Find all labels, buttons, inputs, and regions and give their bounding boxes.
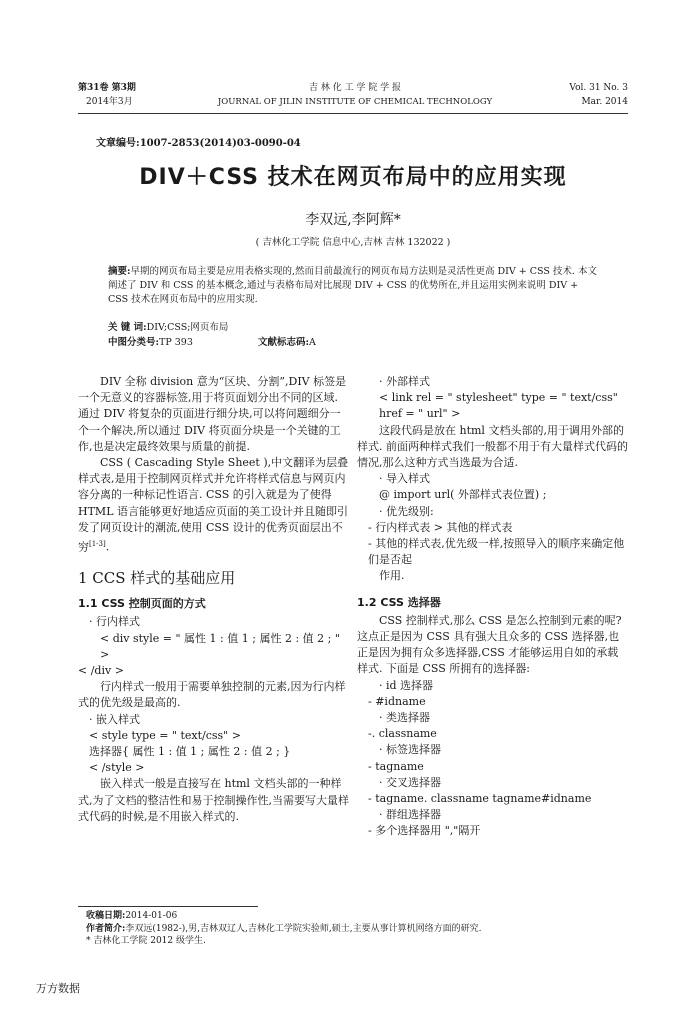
abstract <box>108 265 598 307</box>
selector-value: - tagname. classname tagname#idname <box>368 792 592 806</box>
bullet-priority: · 优先级别: <box>379 504 434 518</box>
abstract-label: 摘要: <box>108 266 131 277</box>
paragraph: DIV 全称 division 意为“区块、分割”,DIV 标签是一个无意义的容器标签,用于将页面划分出不同的区域. 通过 DIV 将复杂的页面进行细分块,可以将问题细分一个一个解决,所以通过 DIV 将页面分块是一个关键的工作,也是决定最终效果与质量的前提. <box>78 375 347 453</box>
paragraph: 行内样式一般用于需要单独控制的元素,因为行内样式的优先级是最高的. <box>78 680 346 710</box>
author-bio: 作者简介:李双远(1982-),男,吉林双辽人,吉林化工学院实验师,硕士,主要从事计算机网络方面的研究. <box>86 923 482 934</box>
left-column <box>78 374 350 825</box>
list-item: - 其他的样式表,优先级一样,按照导入的顺序来确定他们是否起 <box>368 537 625 567</box>
code-line: < link rel = " stylesheet" type = " text/css" href = " url" > <box>379 391 618 421</box>
doc-code-value: A <box>309 337 316 348</box>
clc-value: TP 393 <box>159 337 193 348</box>
code-line: < /div > <box>78 663 124 677</box>
date-cn: 2014年3月 <box>86 97 133 107</box>
code-line: < div style = " 属性 1 : 值 1 ; 属性 2 : 值 2 ; " > <box>100 631 340 661</box>
citation: [1-3] <box>89 540 106 549</box>
article-number: 文章编号:1007-2853(2014)03-0090-04 <box>96 138 301 149</box>
bullet-external-style: · 外部样式 <box>379 375 430 388</box>
code-line: < style type = " text/css" > <box>89 728 241 742</box>
section-heading-1-2: 1.2 CSS 选择器 <box>357 595 441 609</box>
volume-issue-en: Vol. 31 No. 3 <box>569 83 628 93</box>
keywords-label: 关 键 词: <box>108 322 147 333</box>
code-line: 选择器{ 属性 1 : 值 1 ; 属性 2 : 值 2 ; } <box>89 744 291 758</box>
document-code <box>258 336 316 350</box>
volume-issue-cn: 第31卷 第3期 <box>78 83 136 93</box>
list-item: 作用. <box>379 569 405 583</box>
student-note: * 吉林化工学院 2012 级学生. <box>86 936 206 946</box>
keywords <box>108 321 228 335</box>
watermark: 万方数据 <box>36 982 80 995</box>
bullet-inline-style: · 行内样式 <box>89 615 140 629</box>
selector-item: · id 选择器 <box>379 678 434 692</box>
selector-value: - 多个选择器用 ","隔开 <box>368 824 481 838</box>
bullet-import-style: · 导入样式 <box>379 472 430 486</box>
right-column <box>357 374 629 840</box>
selector-item: · 群组选择器 <box>379 808 441 822</box>
paragraph: 嵌入样式一般是直接写在 html 文档头部的一种样式,为了文档的整洁性和易于控制操作性,当需要写大量样式代码的时候,是不用嵌入样式的. <box>78 777 349 823</box>
selector-item: · 类选择器 <box>379 711 430 725</box>
footnotes <box>86 910 626 948</box>
clc-number <box>108 336 193 350</box>
selector-item: · 交叉选择器 <box>379 775 441 789</box>
journal-name-cn: 吉 林 化 工 学 院 学 报 <box>308 83 402 93</box>
paragraph: CSS ( Cascading Style Sheet ),中文翻译为层叠样式表,是用于控制网页样式并允许将样式信息与网页内容分离的一种标记性语言. CSS 的引入就是为了使得 HTML 语言能够更好地适应页面的美工设计并且随即引发了网页设计的潮流,使用 CSS 设计的优秀页面层出不穷[1-3]. <box>78 456 349 554</box>
journal-name-en: JOURNAL OF JILIN INSTITUTE OF CHEMICAL TECHNOLOGY <box>217 97 493 107</box>
abstract-text: 早期的网页布局主要是应用表格实现的,然而目前最流行的网页布局方法则是灵活性更高 DIV + CSS 技术. 本文阐述了 DIV 和 CSS 的基本概念,通过与表格布局对比展现 DIV + CSS 的优势所在,并且运用实例来说明 DIV + CSS 技术在网页布局中的应用实现. <box>108 266 597 305</box>
date-en: Mar. 2014 <box>581 97 628 107</box>
section-heading-1: 1 CCS 样式的基础应用 <box>78 568 236 587</box>
code-line: < /style > <box>89 761 145 775</box>
bullet-embedded-style: · 嵌入样式 <box>89 712 140 726</box>
paper-title: DIV＋CSS 技术在网页布局中的应用实现 <box>139 165 567 190</box>
code-line: @ import url( 外部样式表位置) ; <box>379 488 547 502</box>
keywords-text: DIV;CSS;网页布局 <box>146 322 229 333</box>
selector-value: - tagname <box>368 759 424 773</box>
selector-value: -. classname <box>368 727 437 741</box>
authors: 李双远,李阿辉* <box>305 212 401 228</box>
footnote-rule <box>78 906 258 907</box>
clc-label: 中图分类号: <box>108 337 160 348</box>
doc-code-label: 文献标志码: <box>258 337 310 348</box>
affiliation: ( 吉林化工学院 信息中心,吉林 吉林 132022 ) <box>255 237 451 248</box>
selector-value: - #idname <box>368 694 426 708</box>
header-rule <box>78 113 628 114</box>
paragraph: 这段代码是放在 html 文档头部的,用于调用外部的样式. 前面两种样式我们一般都不用于有大量样式代码的情况,那么这种方式当选最为合适. <box>357 423 628 470</box>
selector-item: · 标签选择器 <box>379 743 441 757</box>
received-date: 收稿日期:2014-01-06 <box>86 911 178 921</box>
section-heading-1-1: 1.1 CSS 控制页面的方式 <box>78 597 206 611</box>
paragraph: CSS 控制样式,那么 CSS 是怎么控制到元素的呢? 这点正是因为 CSS 具有强大且众多的 CSS 选择器,也正是因为拥有众多选择器,CSS 才能够运用自如的承载样式. 下面是 CSS 所拥有的选择器: <box>357 613 622 676</box>
list-item: - 行内样式表 > 其他的样式表 <box>368 520 513 534</box>
